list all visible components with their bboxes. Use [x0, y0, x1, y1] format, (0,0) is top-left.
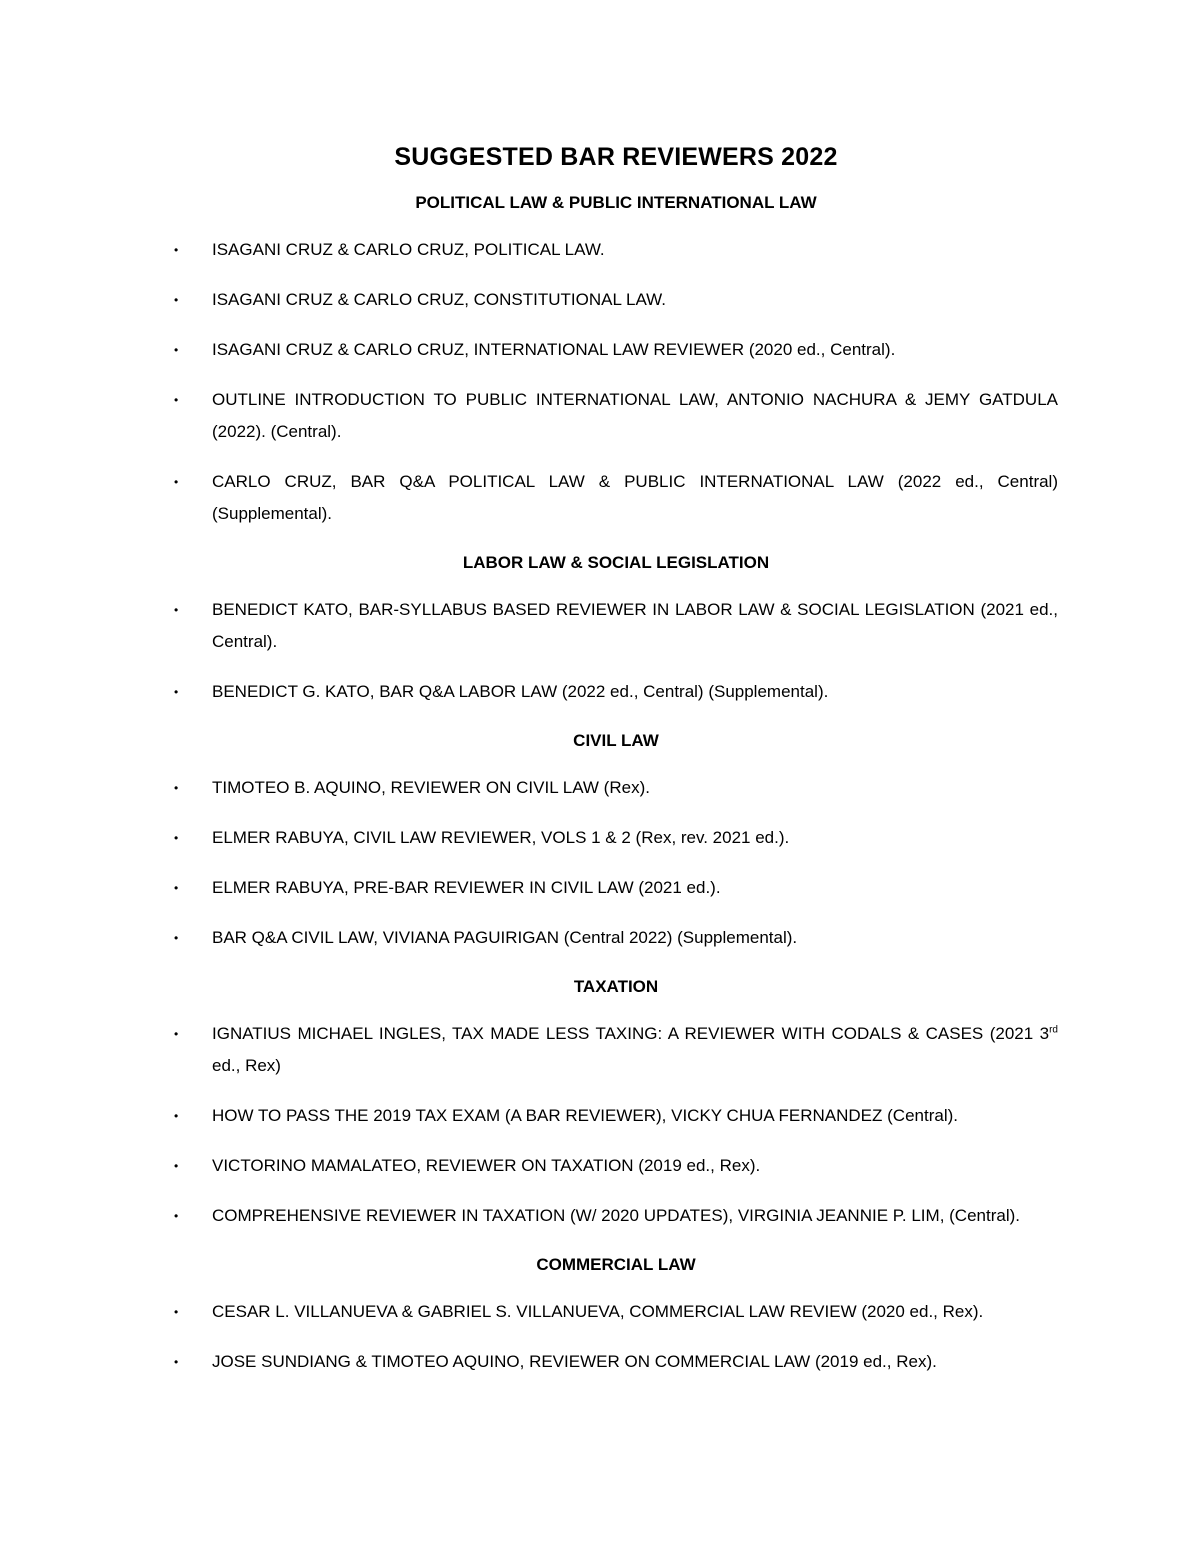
list-item-text: CARLO CRUZ, BAR Q&A POLITICAL LAW & PUBLIC INTERNATIONAL LAW (2022 ed., Central) (Supplemental). [212, 472, 1058, 523]
list-item-text: BENEDICT G. KATO, BAR Q&A LABOR LAW (2022 ed., Central) (Supplemental). [212, 682, 829, 701]
document-title: SUGGESTED BAR REVIEWERS 2022 [394, 143, 838, 171]
list-item [174, 822, 1058, 854]
bullet-icon: • [174, 343, 179, 357]
list-item [174, 384, 1058, 448]
list-item [174, 234, 1058, 266]
bullet-icon: • [174, 1109, 179, 1123]
list-item-text: ELMER RABUYA, PRE-BAR REVIEWER IN CIVIL LAW (2021 ed.). [212, 878, 721, 897]
list-item [174, 1150, 1058, 1182]
list-item-text: CESAR L. VILLANUEVA & GABRIEL S. VILLANUEVA, COMMERCIAL LAW REVIEW (2020 ed., Rex). [212, 1302, 984, 1321]
bullet-icon: • [174, 1355, 179, 1369]
bullet-icon: • [174, 293, 179, 307]
section-heading: TAXATION [573, 977, 659, 996]
bullet-icon: • [174, 881, 179, 895]
reviewer-list [174, 594, 1058, 708]
section-heading: LABOR LAW & SOCIAL LEGISLATION [462, 553, 770, 572]
ordinal-suffix: rd [1049, 1024, 1058, 1036]
list-item-text: COMPREHENSIVE REVIEWER IN TAXATION (W/ 2020 UPDATES), VIRGINIA JEANNIE P. LIM, (Central). [212, 1206, 1020, 1225]
list-item [174, 594, 1058, 658]
list-item [174, 1018, 1058, 1082]
list-item-text: ISAGANI CRUZ & CARLO CRUZ, INTERNATIONAL LAW REVIEWER (2020 ed., Central). [212, 340, 896, 359]
section-civil-law [174, 730, 1058, 954]
section-political-law [174, 192, 1058, 530]
reviewer-list [174, 1296, 1058, 1378]
list-item-text: TIMOTEO B. AQUINO, REVIEWER ON CIVIL LAW (Rex). [212, 778, 650, 797]
list-item [174, 1200, 1058, 1232]
list-item-text: OUTLINE INTRODUCTION TO PUBLIC INTERNATIONAL LAW, ANTONIO NACHURA & JEMY GATDULA (2022). (Central). [212, 390, 1058, 441]
reviewer-list [174, 234, 1058, 530]
section-heading: COMMERCIAL LAW [536, 1255, 696, 1274]
bullet-icon: • [174, 781, 179, 795]
list-item-text: HOW TO PASS THE 2019 TAX EXAM (A BAR REVIEWER), VICKY CHUA FERNANDEZ (Central). [212, 1106, 958, 1125]
section-commercial-law [174, 1254, 1058, 1378]
list-item [174, 772, 1058, 804]
list-item [174, 466, 1058, 530]
bullet-icon: • [174, 1209, 179, 1223]
section-labor-law [174, 552, 1058, 708]
bullet-icon: • [174, 831, 179, 845]
list-item-text [212, 1024, 1058, 1075]
list-item-text: JOSE SUNDIANG & TIMOTEO AQUINO, REVIEWER ON COMMERCIAL LAW (2019 ed., Rex). [212, 1352, 937, 1371]
list-item [174, 676, 1058, 708]
list-item-text: ISAGANI CRUZ & CARLO CRUZ, CONSTITUTIONAL LAW. [212, 290, 667, 309]
list-item-text: ELMER RABUYA, CIVIL LAW REVIEWER, VOLS 1 & 2 (Rex, rev. 2021 ed.). [212, 828, 790, 847]
section-heading: POLITICAL LAW & PUBLIC INTERNATIONAL LAW [415, 193, 817, 212]
list-item [174, 284, 1058, 316]
list-item [174, 922, 1058, 954]
reviewer-list [174, 772, 1058, 954]
bullet-icon: • [174, 475, 179, 489]
list-item-text: VICTORINO MAMALATEO, REVIEWER ON TAXATION (2019 ed., Rex). [212, 1156, 761, 1175]
bullet-icon: • [174, 931, 179, 945]
list-item-text: BAR Q&A CIVIL LAW, VIVIANA PAGUIRIGAN (Central 2022) (Supplemental). [212, 928, 798, 947]
bullet-icon: • [174, 685, 179, 699]
bullet-icon: • [174, 1159, 179, 1173]
bullet-icon: • [174, 1027, 179, 1041]
section-taxation [174, 976, 1058, 1232]
list-item [174, 1346, 1058, 1378]
bullet-icon: • [174, 393, 179, 407]
bullet-icon: • [174, 243, 179, 257]
list-item-text: BENEDICT KATO, BAR-SYLLABUS BASED REVIEWER IN LABOR LAW & SOCIAL LEGISLATION (2021 ed., Central). [212, 600, 1058, 651]
reviewer-list [174, 1018, 1058, 1232]
bullet-icon: • [174, 603, 179, 617]
section-heading: CIVIL LAW [573, 731, 659, 750]
list-item [174, 872, 1058, 904]
list-item-text-part: IGNATIUS MICHAEL INGLES, TAX MADE LESS TAXING: A REVIEWER WITH CODALS & CASES (2021 3 [212, 1024, 1050, 1043]
list-item [174, 1296, 1058, 1328]
list-item [174, 1100, 1058, 1132]
list-item-text: ISAGANI CRUZ & CARLO CRUZ, POLITICAL LAW. [212, 240, 605, 259]
bullet-icon: • [174, 1305, 179, 1319]
list-item-text-part: ed., Rex) [212, 1056, 281, 1075]
list-item [174, 334, 1058, 366]
